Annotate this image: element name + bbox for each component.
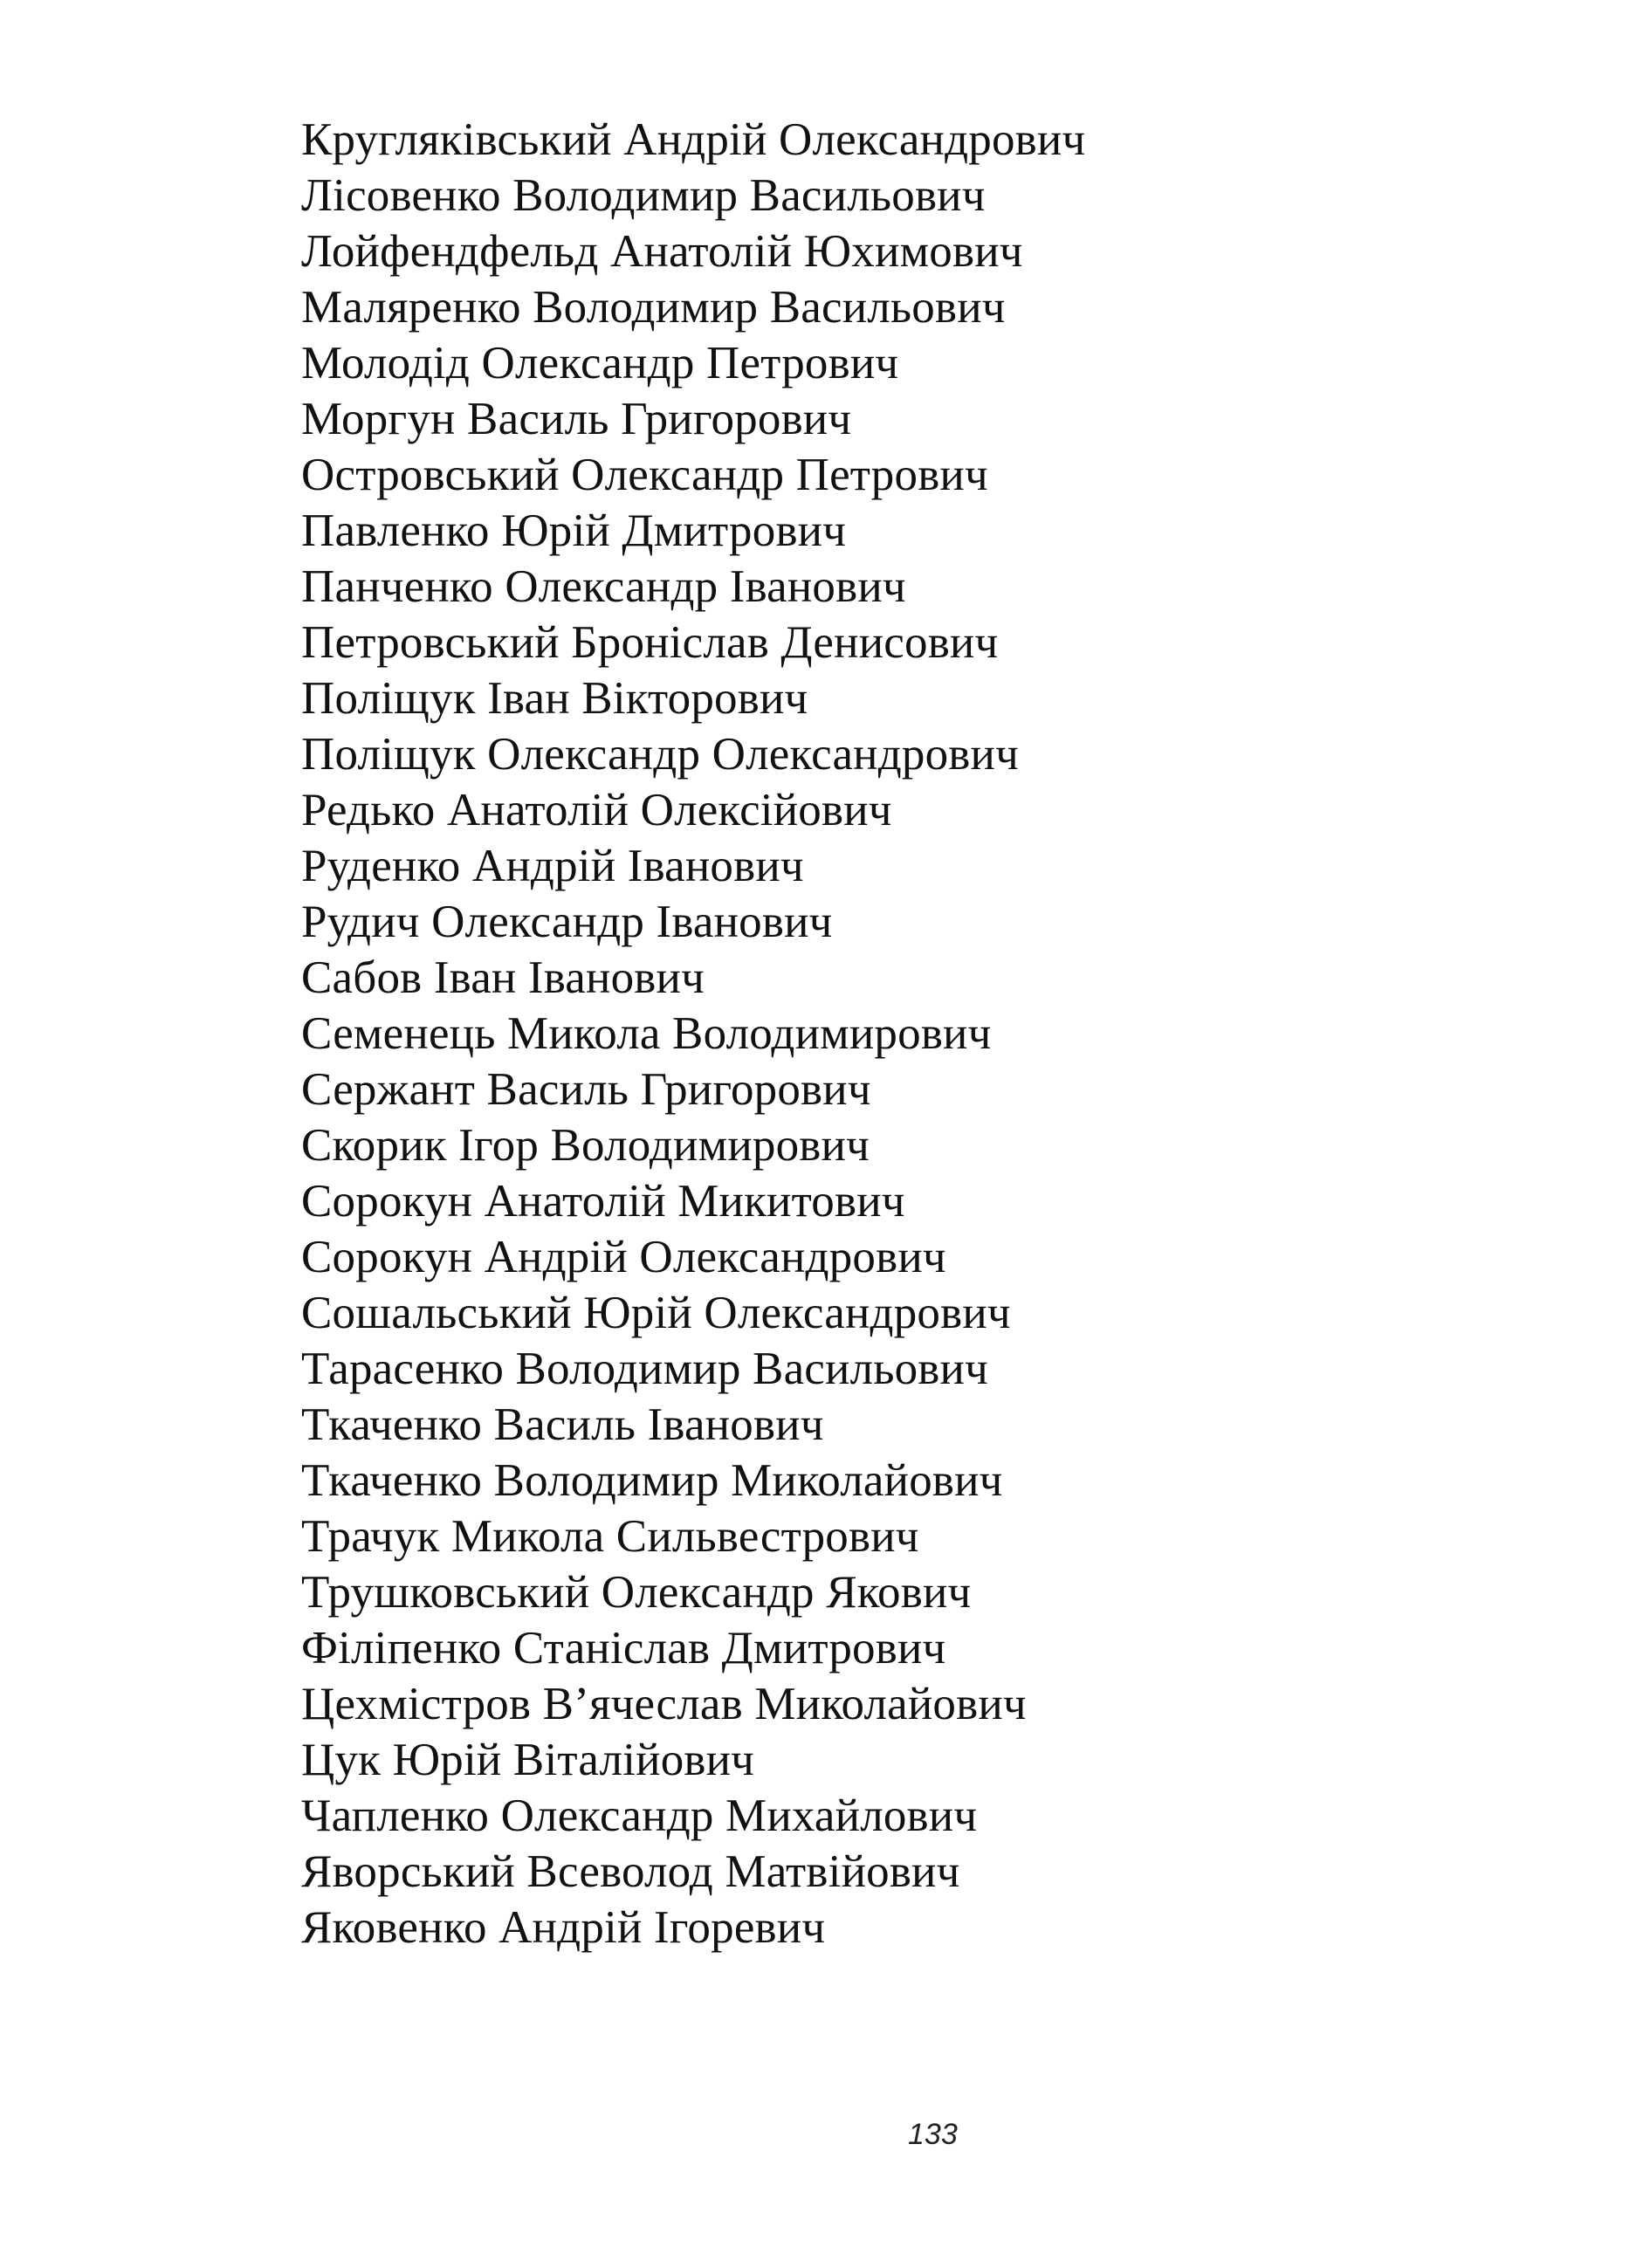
name-item: Трачук Микола Сильвестрович bbox=[301, 1511, 919, 1562]
name-item: Рудич Олександр Іванович bbox=[301, 897, 833, 947]
name-item: Поліщук Олександр Олександрович bbox=[301, 729, 1019, 780]
name-item: Трушковський Олександр Якович bbox=[301, 1567, 972, 1618]
name-item: Павленко Юрій Дмитрович bbox=[301, 505, 847, 556]
name-item: Цехмістров В’ячеслав Миколайович bbox=[301, 1679, 1027, 1729]
name-item: Кругляківський Андрій Олександрович bbox=[301, 114, 1086, 165]
name-item: Поліщук Іван Вікторович bbox=[301, 673, 808, 724]
name-item: Островський Олександр Петрович bbox=[301, 450, 988, 500]
name-item: Сержант Василь Григорович bbox=[301, 1064, 871, 1115]
name-item: Чапленко Олександр Михайлович bbox=[301, 1790, 978, 1841]
name-item: Філіпенко Станіслав Дмитрович bbox=[301, 1623, 946, 1674]
name-item: Сорокун Анатолій Микитович bbox=[301, 1176, 905, 1227]
name-item: Сабов Іван Іванович bbox=[301, 952, 705, 1003]
name-item: Маляренко Володимир Васильович bbox=[301, 282, 1006, 333]
name-item: Сошальський Юрій Олександрович bbox=[301, 1288, 1011, 1338]
name-item: Тарасенко Володимир Васильович bbox=[301, 1344, 988, 1394]
name-item: Яковенко Андрій Ігоревич bbox=[301, 1902, 826, 1953]
name-item: Молодід Олександр Петрович bbox=[301, 338, 899, 388]
name-item: Руденко Андрій Іванович bbox=[301, 841, 804, 891]
name-item: Скорик Ігор Володимирович bbox=[301, 1120, 870, 1171]
name-list bbox=[301, 112, 1085, 1955]
name-item: Ткаченко Василь Іванович bbox=[301, 1399, 824, 1450]
name-item: Сорокун Андрій Олександрович bbox=[301, 1232, 946, 1282]
name-item: Редько Анатолій Олексійович bbox=[301, 785, 892, 835]
name-item: Цук Юрій Віталійович bbox=[301, 1735, 755, 1785]
name-item: Яворський Всеволод Матвійович bbox=[301, 1846, 960, 1897]
name-item: Лойфендфельд Анатолій Юхимович bbox=[301, 226, 1023, 277]
page-number: 133 bbox=[908, 2118, 958, 2151]
name-item: Лісовенко Володимир Васильович bbox=[301, 170, 986, 221]
name-item: Моргун Василь Григорович bbox=[301, 394, 852, 444]
name-item: Ткаченко Володимир Миколайович bbox=[301, 1455, 1003, 1506]
name-item: Семенець Микола Володимирович bbox=[301, 1008, 992, 1059]
name-item: Петровський Броніслав Денисович bbox=[301, 617, 999, 668]
name-item: Панченко Олександр Іванович bbox=[301, 561, 906, 612]
